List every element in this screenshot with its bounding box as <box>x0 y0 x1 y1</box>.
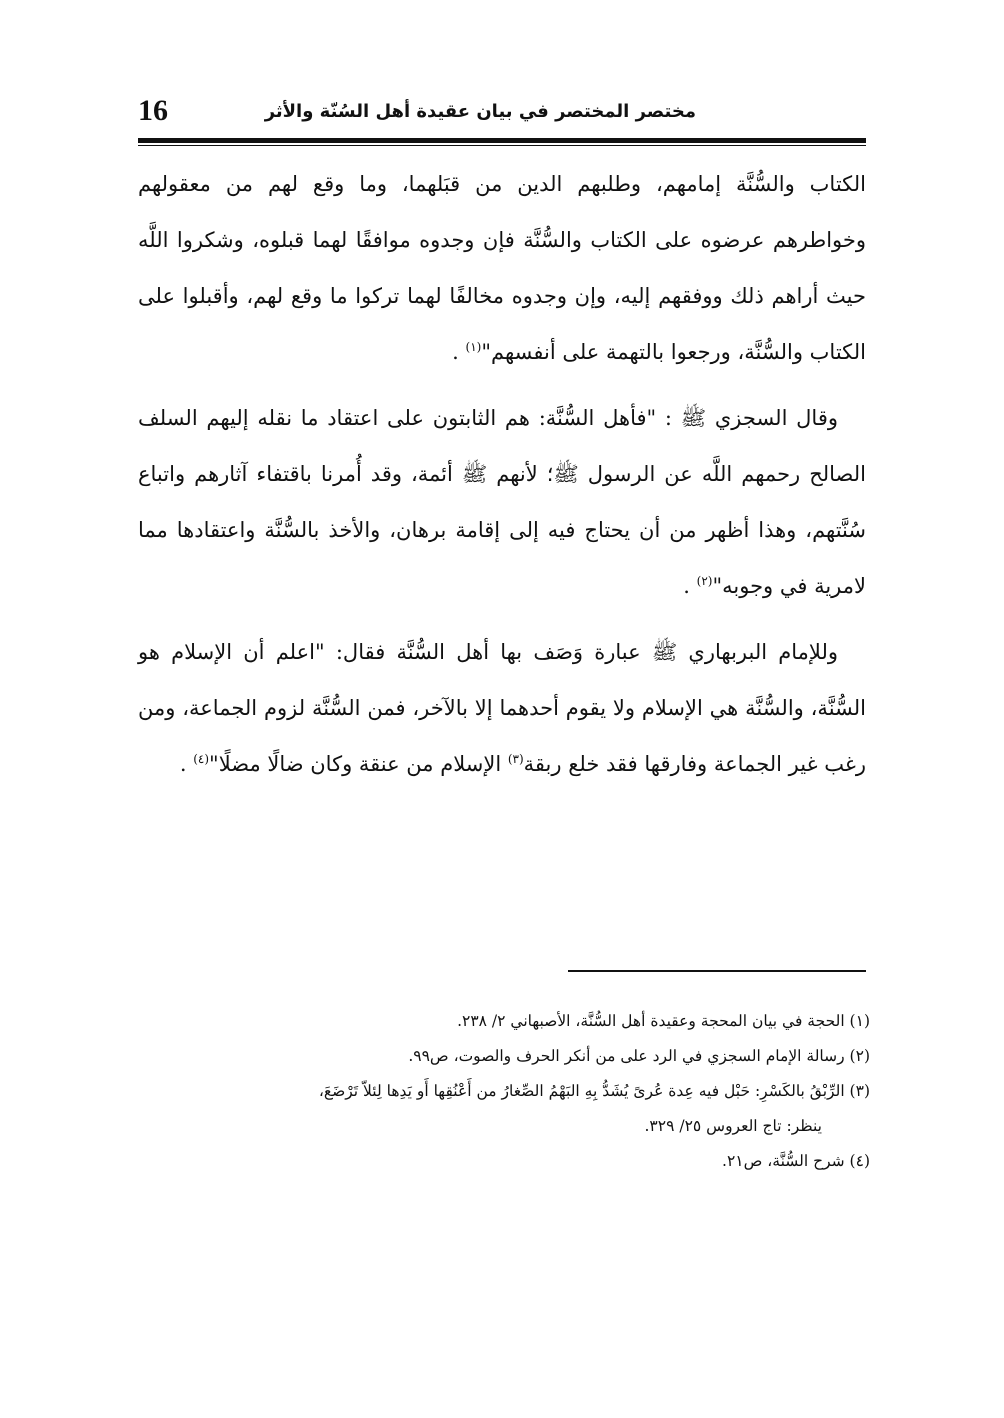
page-number: 16 <box>138 94 168 127</box>
footnote-ref-4[interactable]: (٤) <box>193 752 210 766</box>
paragraph-3-text-a: وللإمام البربهاري ﷺ عبارة وَصَف بها أهل السُّنَّة فقال: "اعلم أن الإسلام هو السُّنَّة، والسُّنَّة هي الإسلام ولا يقوم أحدهما إلا بالآخر، فمن السُّنَّة لزوم الجماعة، ومن رغب غير الجماعة وفارقها فقد خلع ربقة <box>138 640 866 776</box>
paragraph-2-end: . <box>683 574 697 598</box>
footnote-ref-2[interactable]: (٢) <box>696 574 713 588</box>
running-title: مختصر المختصر في بيان عقيدة أهل السُنّة والأثر <box>264 101 696 122</box>
footnote-ref-1[interactable]: (١) <box>465 340 482 354</box>
page-header <box>138 92 866 132</box>
paragraph-3-end: . <box>179 752 194 776</box>
footnotes <box>130 1004 870 1179</box>
header-rule-thin <box>138 145 866 146</box>
paragraph-3 <box>138 624 866 792</box>
paragraph-2 <box>138 390 866 614</box>
header-rule-thick <box>138 138 866 143</box>
paragraph-2-text: وقال السجزي ﷺ : "فأهل السُّنَّة: هم الثابتون على اعتقاد ما نقله إليهم السلف الصالح رحمهم اللَّه عن الرسول ﷺ؛ لأنهم ﷺ أئمة، وقد أُمرنا باقتفاء آثارهم واتباع سُنَّتهم، وهذا أظهر من أن يحتاج فيه إلى إقامة برهان، والأخذ بالسُّنَّة واعتقادها مما لامرية في وجوبه" <box>138 406 866 598</box>
footnote-2: (٢) رسالة الإمام السجزي في الرد على من أنكر الحرف والصوت، ص٩٩. <box>408 1047 870 1065</box>
footnote-3: (٣) الرِّبْقُ بالكَسْرِ: حَبْل فيه عِدة عُرىً يُشَدُّ بِهِ البَهْمُ الصِّغارُ من أَعْنُقِها أَو يَدِها لِئلاّ تَرْضَعَ، <box>318 1082 870 1100</box>
footnote-separator <box>568 970 866 972</box>
footnote-ref-3[interactable]: (٣) <box>507 752 524 766</box>
footnote-1: (١) الحجة في بيان المحجة وعقيدة أهل السُّنَّة، الأصبهاني ٢/ ٢٣٨. <box>457 1012 870 1030</box>
main-text <box>138 156 866 792</box>
paragraph-1-end: . <box>452 340 466 364</box>
paragraph-1-text: الكتاب والسُّنَّة إمامهم، وطلبهم الدين من قبَلهما، وما وقع لهم من معقولهم وخواطرهم عرضوه على الكتاب والسُّنَّة فإن وجدوه موافقًا لهما قبلوه، وشكروا اللَّه حيث أراهم ذلك ووفقهم إليه، وإن وجدوه مخالفًا لهما تركوا ما وقع لهم، وأقبلوا على الكتاب والسُّنَّة، ورجعوا بالتهمة على أنفسهم" <box>138 172 866 364</box>
footnote-3-continuation: ينظر: تاج العروس ٢٥/ ٣٢٩. <box>644 1117 822 1135</box>
paragraph-1 <box>138 156 866 380</box>
paragraph-3-text-b: الإسلام من عنقة وكان ضالًا مضلًا" <box>209 752 508 776</box>
footnote-4: (٤) شرح السُّنَّة، ص٢١. <box>722 1152 870 1170</box>
